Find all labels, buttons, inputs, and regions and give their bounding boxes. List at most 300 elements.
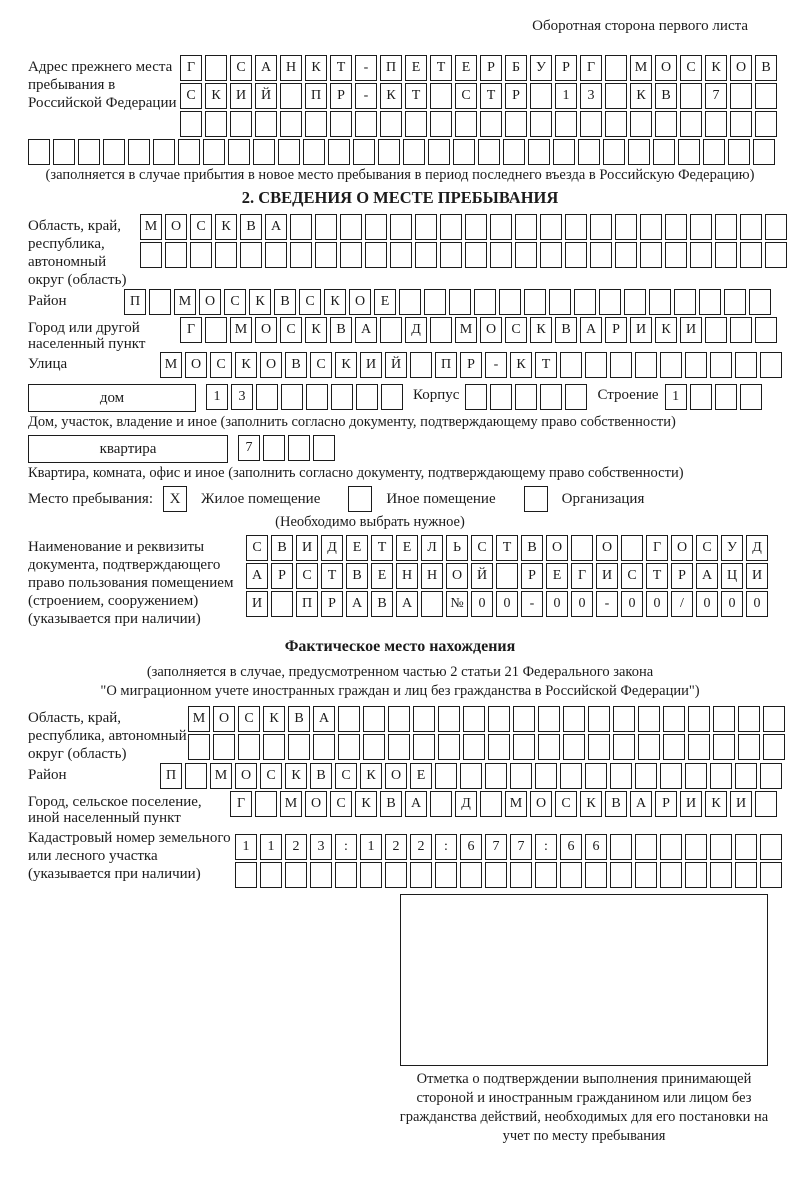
char-cell[interactable]: Р <box>271 563 293 589</box>
char-cell[interactable]: А <box>580 317 602 343</box>
char-cell[interactable]: С <box>310 352 332 378</box>
char-cell[interactable]: Б <box>505 55 527 81</box>
char-cell[interactable]: В <box>755 55 777 81</box>
char-cell[interactable]: И <box>596 563 618 589</box>
region-cells-row-1[interactable] <box>140 214 787 240</box>
char-cell[interactable]: Г <box>230 791 252 817</box>
char-cell[interactable] <box>610 763 632 789</box>
char-cell[interactable] <box>390 214 412 240</box>
char-cell[interactable] <box>488 734 510 760</box>
char-cell[interactable]: Е <box>410 763 432 789</box>
prev-address-cells-row-2[interactable] <box>180 83 777 109</box>
char-cell[interactable] <box>605 83 627 109</box>
char-cell[interactable] <box>538 734 560 760</box>
char-cell[interactable]: 1 <box>235 834 257 860</box>
char-cell[interactable] <box>460 763 482 789</box>
char-cell[interactable]: В <box>285 352 307 378</box>
char-cell[interactable] <box>215 242 237 268</box>
char-cell[interactable]: - <box>355 55 377 81</box>
char-cell[interactable]: В <box>330 317 352 343</box>
char-cell[interactable]: В <box>380 791 402 817</box>
char-cell[interactable] <box>410 862 432 888</box>
char-cell[interactable]: К <box>705 791 727 817</box>
char-cell[interactable] <box>499 289 521 315</box>
char-cell[interactable]: А <box>246 563 268 589</box>
document-cells-row-3[interactable] <box>246 591 768 617</box>
char-cell[interactable] <box>205 111 227 137</box>
char-cell[interactable]: 1 <box>665 384 687 410</box>
char-cell[interactable] <box>688 734 710 760</box>
char-cell[interactable]: А <box>355 317 377 343</box>
char-cell[interactable] <box>630 111 652 137</box>
char-cell[interactable] <box>735 763 757 789</box>
char-cell[interactable] <box>313 435 335 461</box>
char-cell[interactable] <box>340 242 362 268</box>
char-cell[interactable] <box>605 111 627 137</box>
char-cell[interactable] <box>638 734 660 760</box>
char-cell[interactable] <box>505 111 527 137</box>
char-cell[interactable]: Й <box>471 563 493 589</box>
char-cell[interactable] <box>524 289 546 315</box>
char-cell[interactable]: С <box>190 214 212 240</box>
char-cell[interactable]: 0 <box>746 591 768 617</box>
residential-checkbox[interactable]: X <box>163 486 187 512</box>
char-cell[interactable]: 0 <box>471 591 493 617</box>
char-cell[interactable] <box>535 763 557 789</box>
char-cell[interactable]: О <box>349 289 371 315</box>
char-cell[interactable]: В <box>288 706 310 732</box>
char-cell[interactable]: С <box>505 317 527 343</box>
char-cell[interactable]: М <box>188 706 210 732</box>
char-cell[interactable] <box>653 139 675 165</box>
char-cell[interactable] <box>624 289 646 315</box>
char-cell[interactable]: О <box>596 535 618 561</box>
char-cell[interactable]: : <box>435 834 457 860</box>
char-cell[interactable] <box>710 352 732 378</box>
char-cell[interactable]: - <box>485 352 507 378</box>
char-cell[interactable] <box>610 862 632 888</box>
char-cell[interactable]: М <box>230 317 252 343</box>
char-cell[interactable]: Т <box>330 55 352 81</box>
char-cell[interactable]: Г <box>646 535 668 561</box>
char-cell[interactable] <box>285 862 307 888</box>
char-cell[interactable]: М <box>140 214 162 240</box>
char-cell[interactable] <box>574 289 596 315</box>
char-cell[interactable] <box>453 139 475 165</box>
char-cell[interactable]: 0 <box>571 591 593 617</box>
char-cell[interactable] <box>699 289 721 315</box>
char-cell[interactable] <box>690 214 712 240</box>
char-cell[interactable] <box>765 242 787 268</box>
char-cell[interactable] <box>563 706 585 732</box>
char-cell[interactable] <box>280 83 302 109</box>
char-cell[interactable] <box>760 834 782 860</box>
char-cell[interactable] <box>463 706 485 732</box>
char-cell[interactable] <box>449 289 471 315</box>
char-cell[interactable] <box>363 706 385 732</box>
char-cell[interactable] <box>690 242 712 268</box>
char-cell[interactable]: 6 <box>560 834 582 860</box>
char-cell[interactable] <box>256 384 278 410</box>
char-cell[interactable]: М <box>505 791 527 817</box>
char-cell[interactable] <box>240 242 262 268</box>
char-cell[interactable] <box>430 111 452 137</box>
char-cell[interactable]: А <box>346 591 368 617</box>
char-cell[interactable] <box>53 139 75 165</box>
char-cell[interactable]: Н <box>396 563 418 589</box>
char-cell[interactable] <box>480 791 502 817</box>
char-cell[interactable]: К <box>335 352 357 378</box>
char-cell[interactable]: Т <box>430 55 452 81</box>
char-cell[interactable]: Р <box>671 563 693 589</box>
char-cell[interactable] <box>705 317 727 343</box>
char-cell[interactable] <box>315 242 337 268</box>
char-cell[interactable] <box>660 862 682 888</box>
char-cell[interactable] <box>435 862 457 888</box>
district-cells[interactable] <box>124 289 771 315</box>
char-cell[interactable] <box>755 791 777 817</box>
char-cell[interactable] <box>263 734 285 760</box>
char-cell[interactable]: К <box>205 83 227 109</box>
char-cell[interactable]: Т <box>480 83 502 109</box>
char-cell[interactable] <box>465 384 487 410</box>
char-cell[interactable]: 0 <box>496 591 518 617</box>
char-cell[interactable] <box>399 289 421 315</box>
char-cell[interactable] <box>560 763 582 789</box>
char-cell[interactable]: О <box>655 55 677 81</box>
char-cell[interactable] <box>288 734 310 760</box>
char-cell[interactable] <box>585 352 607 378</box>
char-cell[interactable] <box>455 111 477 137</box>
prev-address-cells-row-3[interactable] <box>180 111 777 137</box>
city-cells[interactable] <box>180 317 777 343</box>
char-cell[interactable] <box>615 242 637 268</box>
document-cells-row-1[interactable] <box>246 535 768 561</box>
char-cell[interactable] <box>755 317 777 343</box>
char-cell[interactable] <box>735 352 757 378</box>
char-cell[interactable] <box>730 83 752 109</box>
char-cell[interactable]: О <box>213 706 235 732</box>
char-cell[interactable]: 2 <box>385 834 407 860</box>
char-cell[interactable] <box>413 706 435 732</box>
char-cell[interactable]: Е <box>405 55 427 81</box>
char-cell[interactable] <box>185 763 207 789</box>
char-cell[interactable] <box>78 139 100 165</box>
street-cells[interactable] <box>160 352 782 378</box>
char-cell[interactable] <box>363 734 385 760</box>
char-cell[interactable]: Д <box>321 535 343 561</box>
char-cell[interactable]: 0 <box>621 591 643 617</box>
char-cell[interactable] <box>515 242 537 268</box>
char-cell[interactable] <box>565 214 587 240</box>
char-cell[interactable] <box>530 111 552 137</box>
char-cell[interactable] <box>513 734 535 760</box>
prev-address-cells-row-4[interactable] <box>28 139 792 165</box>
char-cell[interactable] <box>381 384 403 410</box>
char-cell[interactable]: С <box>238 706 260 732</box>
char-cell[interactable] <box>463 734 485 760</box>
char-cell[interactable]: М <box>280 791 302 817</box>
char-cell[interactable]: К <box>305 55 327 81</box>
char-cell[interactable] <box>313 734 335 760</box>
char-cell[interactable]: : <box>535 834 557 860</box>
char-cell[interactable] <box>140 242 162 268</box>
char-cell[interactable]: О <box>305 791 327 817</box>
char-cell[interactable]: С <box>224 289 246 315</box>
char-cell[interactable]: И <box>680 791 702 817</box>
char-cell[interactable] <box>331 384 353 410</box>
char-cell[interactable]: Д <box>405 317 427 343</box>
char-cell[interactable] <box>290 242 312 268</box>
cadastral-cells-row-2[interactable] <box>235 862 782 888</box>
char-cell[interactable] <box>496 563 518 589</box>
char-cell[interactable]: С <box>471 535 493 561</box>
char-cell[interactable] <box>565 384 587 410</box>
char-cell[interactable] <box>665 242 687 268</box>
char-cell[interactable] <box>360 862 382 888</box>
char-cell[interactable] <box>415 214 437 240</box>
char-cell[interactable]: В <box>371 591 393 617</box>
char-cell[interactable] <box>540 242 562 268</box>
char-cell[interactable]: С <box>330 791 352 817</box>
char-cell[interactable]: 0 <box>646 591 668 617</box>
char-cell[interactable]: Т <box>646 563 668 589</box>
char-cell[interactable] <box>328 139 350 165</box>
char-cell[interactable] <box>660 834 682 860</box>
char-cell[interactable]: С <box>455 83 477 109</box>
char-cell[interactable] <box>403 139 425 165</box>
char-cell[interactable] <box>305 111 327 137</box>
char-cell[interactable] <box>430 791 452 817</box>
char-cell[interactable]: Р <box>460 352 482 378</box>
char-cell[interactable] <box>615 214 637 240</box>
char-cell[interactable]: 1 <box>360 834 382 860</box>
char-cell[interactable] <box>665 214 687 240</box>
char-cell[interactable] <box>621 535 643 561</box>
char-cell[interactable] <box>735 862 757 888</box>
char-cell[interactable] <box>674 289 696 315</box>
char-cell[interactable]: А <box>313 706 335 732</box>
char-cell[interactable] <box>385 862 407 888</box>
char-cell[interactable]: П <box>435 352 457 378</box>
char-cell[interactable] <box>365 242 387 268</box>
char-cell[interactable] <box>628 139 650 165</box>
char-cell[interactable]: Е <box>374 289 396 315</box>
char-cell[interactable]: Н <box>280 55 302 81</box>
char-cell[interactable] <box>553 139 575 165</box>
char-cell[interactable]: В <box>310 763 332 789</box>
char-cell[interactable]: И <box>746 563 768 589</box>
char-cell[interactable]: 6 <box>460 834 482 860</box>
char-cell[interactable]: 7 <box>705 83 727 109</box>
char-cell[interactable]: А <box>396 591 418 617</box>
char-cell[interactable]: О <box>185 352 207 378</box>
char-cell[interactable]: Е <box>396 535 418 561</box>
char-cell[interactable]: У <box>721 535 743 561</box>
char-cell[interactable]: О <box>446 563 468 589</box>
char-cell[interactable] <box>356 384 378 410</box>
char-cell[interactable]: 3 <box>580 83 602 109</box>
char-cell[interactable] <box>28 139 50 165</box>
char-cell[interactable]: Г <box>180 55 202 81</box>
char-cell[interactable]: Т <box>405 83 427 109</box>
char-cell[interactable] <box>440 214 462 240</box>
char-cell[interactable] <box>390 242 412 268</box>
char-cell[interactable]: 7 <box>238 435 260 461</box>
char-cell[interactable] <box>580 111 602 137</box>
char-cell[interactable] <box>485 862 507 888</box>
char-cell[interactable] <box>740 214 762 240</box>
char-cell[interactable]: С <box>280 317 302 343</box>
char-cell[interactable]: Р <box>655 791 677 817</box>
char-cell[interactable] <box>490 384 512 410</box>
char-cell[interactable] <box>678 139 700 165</box>
char-cell[interactable]: В <box>271 535 293 561</box>
char-cell[interactable] <box>388 734 410 760</box>
char-cell[interactable]: Р <box>555 55 577 81</box>
char-cell[interactable] <box>340 214 362 240</box>
char-cell[interactable]: П <box>380 55 402 81</box>
char-cell[interactable]: Р <box>521 563 543 589</box>
char-cell[interactable] <box>490 214 512 240</box>
char-cell[interactable]: О <box>546 535 568 561</box>
char-cell[interactable] <box>590 242 612 268</box>
char-cell[interactable] <box>188 734 210 760</box>
actual-city-cells[interactable] <box>230 791 777 817</box>
char-cell[interactable] <box>738 706 760 732</box>
char-cell[interactable]: 1 <box>260 834 282 860</box>
char-cell[interactable] <box>753 139 775 165</box>
char-cell[interactable] <box>338 706 360 732</box>
char-cell[interactable]: А <box>255 55 277 81</box>
char-cell[interactable]: 6 <box>585 834 607 860</box>
char-cell[interactable]: Н <box>421 563 443 589</box>
char-cell[interactable]: С <box>296 563 318 589</box>
char-cell[interactable]: - <box>521 591 543 617</box>
char-cell[interactable] <box>685 862 707 888</box>
char-cell[interactable]: О <box>255 317 277 343</box>
char-cell[interactable] <box>263 435 285 461</box>
char-cell[interactable] <box>735 834 757 860</box>
char-cell[interactable] <box>405 111 427 137</box>
char-cell[interactable]: П <box>124 289 146 315</box>
char-cell[interactable]: С <box>246 535 268 561</box>
char-cell[interactable] <box>640 214 662 240</box>
char-cell[interactable]: Т <box>535 352 557 378</box>
char-cell[interactable] <box>588 706 610 732</box>
char-cell[interactable]: С <box>621 563 643 589</box>
char-cell[interactable]: К <box>324 289 346 315</box>
char-cell[interactable] <box>538 706 560 732</box>
char-cell[interactable] <box>540 384 562 410</box>
char-cell[interactable] <box>605 55 627 81</box>
char-cell[interactable] <box>680 83 702 109</box>
char-cell[interactable]: Т <box>496 535 518 561</box>
char-cell[interactable] <box>128 139 150 165</box>
char-cell[interactable] <box>635 834 657 860</box>
apartment-number-cells[interactable] <box>238 435 335 461</box>
char-cell[interactable]: О <box>671 535 693 561</box>
other-premises-checkbox[interactable] <box>348 486 372 512</box>
char-cell[interactable]: О <box>530 791 552 817</box>
char-cell[interactable]: Е <box>455 55 477 81</box>
char-cell[interactable] <box>503 139 525 165</box>
char-cell[interactable]: И <box>296 535 318 561</box>
char-cell[interactable]: К <box>263 706 285 732</box>
char-cell[interactable] <box>738 734 760 760</box>
char-cell[interactable] <box>513 706 535 732</box>
char-cell[interactable]: 1 <box>206 384 228 410</box>
char-cell[interactable] <box>330 111 352 137</box>
char-cell[interactable]: 2 <box>410 834 432 860</box>
char-cell[interactable]: 0 <box>696 591 718 617</box>
char-cell[interactable] <box>335 862 357 888</box>
char-cell[interactable] <box>613 734 635 760</box>
char-cell[interactable] <box>560 352 582 378</box>
char-cell[interactable]: В <box>521 535 543 561</box>
char-cell[interactable] <box>705 111 727 137</box>
char-cell[interactable] <box>413 734 435 760</box>
char-cell[interactable] <box>180 111 202 137</box>
char-cell[interactable]: Д <box>746 535 768 561</box>
char-cell[interactable] <box>713 706 735 732</box>
char-cell[interactable] <box>338 734 360 760</box>
char-cell[interactable] <box>178 139 200 165</box>
house-number-cells[interactable] <box>206 384 403 410</box>
char-cell[interactable] <box>428 139 450 165</box>
char-cell[interactable] <box>510 862 532 888</box>
char-cell[interactable]: А <box>696 563 718 589</box>
char-cell[interactable] <box>205 55 227 81</box>
char-cell[interactable]: Л <box>421 535 443 561</box>
char-cell[interactable] <box>421 591 443 617</box>
char-cell[interactable] <box>485 763 507 789</box>
char-cell[interactable]: С <box>680 55 702 81</box>
char-cell[interactable] <box>740 242 762 268</box>
char-cell[interactable] <box>590 214 612 240</box>
char-cell[interactable] <box>715 242 737 268</box>
char-cell[interactable] <box>603 139 625 165</box>
char-cell[interactable] <box>740 384 762 410</box>
char-cell[interactable] <box>288 435 310 461</box>
char-cell[interactable] <box>290 214 312 240</box>
char-cell[interactable]: Д <box>455 791 477 817</box>
char-cell[interactable]: И <box>680 317 702 343</box>
char-cell[interactable] <box>465 214 487 240</box>
char-cell[interactable] <box>540 214 562 240</box>
char-cell[interactable]: С <box>696 535 718 561</box>
char-cell[interactable]: А <box>405 791 427 817</box>
char-cell[interactable] <box>649 289 671 315</box>
char-cell[interactable] <box>103 139 125 165</box>
char-cell[interactable] <box>555 111 577 137</box>
char-cell[interactable] <box>415 242 437 268</box>
document-cells-row-2[interactable] <box>246 563 768 589</box>
char-cell[interactable] <box>528 139 550 165</box>
char-cell[interactable]: И <box>360 352 382 378</box>
char-cell[interactable]: С <box>210 352 232 378</box>
char-cell[interactable]: С <box>180 83 202 109</box>
char-cell[interactable] <box>685 352 707 378</box>
char-cell[interactable]: К <box>380 83 402 109</box>
char-cell[interactable]: О <box>260 352 282 378</box>
char-cell[interactable] <box>149 289 171 315</box>
char-cell[interactable] <box>578 139 600 165</box>
char-cell[interactable]: К <box>630 83 652 109</box>
char-cell[interactable] <box>765 214 787 240</box>
char-cell[interactable] <box>205 317 227 343</box>
char-cell[interactable]: 3 <box>231 384 253 410</box>
